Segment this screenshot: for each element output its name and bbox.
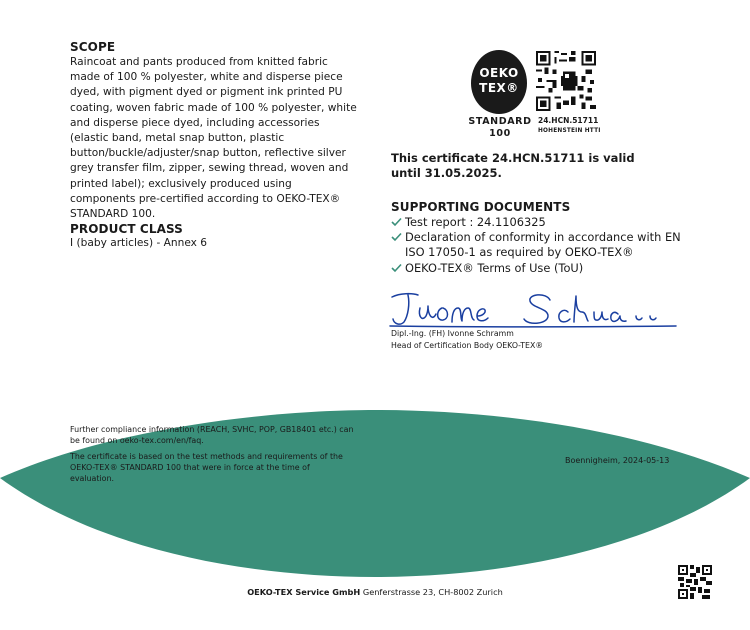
supporting-documents-section <box>391 200 691 276</box>
signatory-name: Dipl.-Ing. (FH) Ivonne Schramm <box>391 329 514 338</box>
scope-heading: SCOPE <box>70 40 116 54</box>
supporting-document-item <box>391 261 691 276</box>
standard-label-line-2: 100 <box>489 128 511 139</box>
qr-code-icon <box>678 565 712 599</box>
supporting-documents-list <box>391 215 691 276</box>
place-and-date: Boennigheim, 2024-05-13 <box>565 456 670 465</box>
footer-address: Genferstrasse 23, CH-8002 Zurich <box>362 587 503 597</box>
certificate-number: 24.HCN.51711 <box>538 116 599 125</box>
qr-code-icon <box>536 51 596 111</box>
check-icon <box>391 217 402 227</box>
logo-line-1: OEKO <box>479 66 519 80</box>
check-icon <box>391 232 402 242</box>
oeko-tex-logo-block <box>468 48 603 140</box>
supporting-documents-heading: SUPPORTING DOCUMENTS <box>391 200 571 214</box>
product-class-text: I (baby articles) - Annex 6 <box>70 237 208 249</box>
supporting-document-item <box>391 215 691 230</box>
certificate-code <box>538 116 601 136</box>
compliance-note: Further compliance information (REACH, SVHC, POP, GB18401 etc.) can be found on oeko-tex.com/en/faq. <box>70 425 354 446</box>
supporting-document-text: Test report : 24.1106325 <box>405 215 546 229</box>
check-icon <box>391 263 402 273</box>
supporting-document-text: Declaration of conformity in accordance with EN ISO 17050-1 as required by OEKO-TEX® <box>405 230 681 260</box>
scope-text: Raincoat and pants produced from knitted fabric made of 100 % polyester, white and disperse piece dyed, with pigment dyed or pigment ink printed PU coating, woven fabric made of 100 % polyester, white and disperse piece dyed, including accessories (elastic band, metal snap button, plastic button/buckle/adjuster/snap button, reflective silver grey transfer film, zipper, sewing thread, woven and printed label); exclusively produced using components pre-certified according to OEKO-TEX® STANDARD 100. <box>70 56 357 221</box>
scope-section <box>70 40 360 222</box>
basis-note: The certificate is based on the test methods and requirements of the OEKO-TEX® STANDARD 100 that were in force at the time of evaluation. <box>70 452 343 484</box>
handwritten-signature <box>388 286 680 332</box>
logo-line-2: TEX® <box>479 81 519 95</box>
supporting-document-item <box>391 230 691 260</box>
product-class-section <box>70 222 360 251</box>
oeko-tex-logo-icon <box>471 50 527 114</box>
footer-company: OEKO-TEX Service GmbH <box>247 587 361 597</box>
certificate-institute: HOHENSTEIN HTTI <box>538 128 601 134</box>
signatory-block <box>391 328 543 351</box>
standard-label <box>468 116 532 140</box>
standard-label-line-1: STANDARD <box>468 116 532 127</box>
footer <box>0 587 750 597</box>
certificate-validity: This certificate 24.HCN.51711 is valid until 31.05.2025. <box>391 151 635 180</box>
signatory-title: Head of Certification Body OEKO-TEX® <box>391 340 544 350</box>
product-class-heading: PRODUCT CLASS <box>70 222 183 236</box>
supporting-document-text: OEKO-TEX® Terms of Use (ToU) <box>405 260 584 275</box>
